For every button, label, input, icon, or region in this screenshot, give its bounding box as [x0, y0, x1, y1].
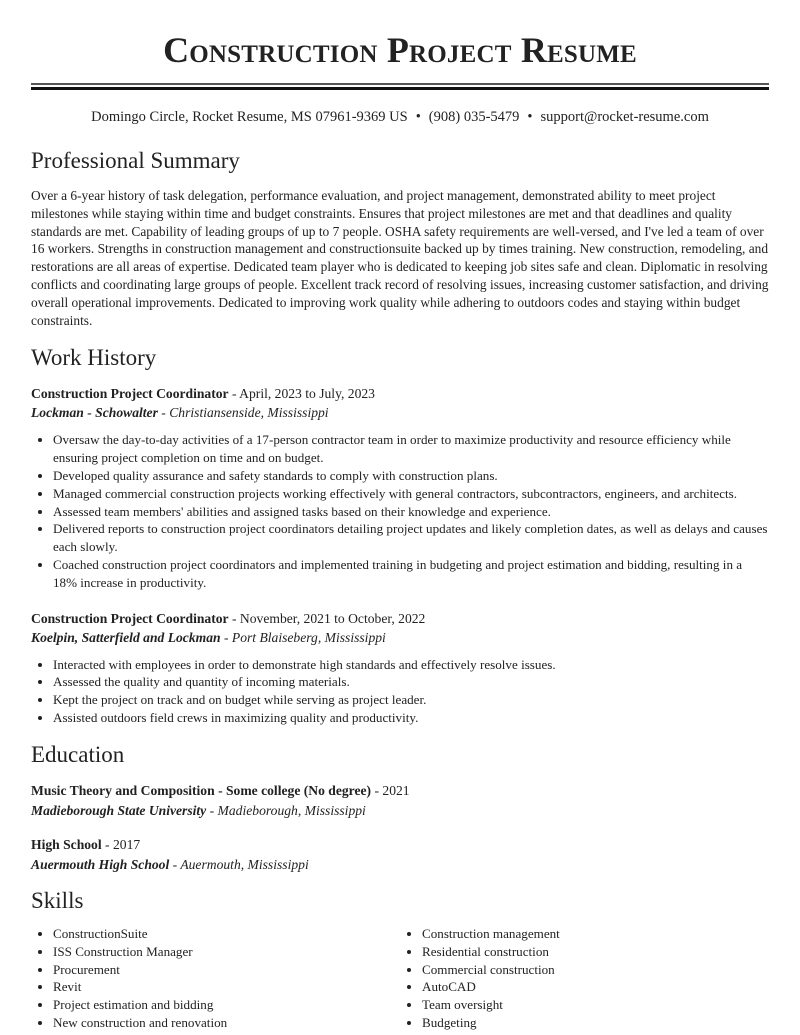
job-title-line: Construction Project Coordinator - April, 2023 to July, 2023 [31, 386, 375, 402]
job-dates: April, 2023 to July, 2023 [239, 386, 375, 402]
skill-item: • Procurement [53, 961, 400, 979]
list-item: • Delivered reports to construction project coordinators detailing project updates and likely completion dates, as well as delays and causes each slowly. [53, 520, 769, 556]
section-heading: Education [31, 741, 125, 767]
skills-grid [31, 925, 769, 1032]
section-heading: Work History [31, 345, 157, 371]
job-title: Construction Project Coordinator [31, 610, 229, 626]
list-item: • Coached construction project coordinators and implemented training in budgeting and project estimation and bidding, resulting in a 18% increase in productivity. [53, 556, 769, 592]
list-item: • Oversaw the day-to-day activities of a 17-person contractor team in order to maximize productivity and resource efficiency while ensuring project completion on time and on budget. [53, 431, 769, 467]
job-company-line: Koelpin, Satterfield and Lockman - Port Blaiseberg, Mississippi [31, 629, 386, 645]
school-location: Madieborough, Mississippi [217, 802, 366, 818]
rule-line-thick [31, 87, 769, 90]
school-line: Madieborough State University - Madieborough, Mississippi [31, 802, 366, 818]
job-bullets [31, 656, 769, 727]
skill-item: • ConstructionSuite [53, 925, 400, 943]
contact-line [31, 107, 769, 127]
list-item: • Managed commercial construction projects working effectively with general contractors, subcontractors, engineers, and architects. [53, 485, 769, 503]
skill-item: • Revit [53, 978, 400, 996]
section-heading: Skills [31, 887, 84, 913]
skill-item: • AutoCAD [422, 978, 769, 996]
list-item: • Assessed team members' abilities and assigned tasks based on their knowledge and experience. [53, 503, 769, 521]
skill-item: • Commercial construction [422, 961, 769, 979]
summary-paragraph: Over a 6-year history of task delegation, performance evaluation, and project management, demonstrated ability to meet project milestones while staying within time and budget constraints. Ensures that project milestones are met and that deadlines and quality standards are met. Capability of leading groups of up to 7 people. OSHA safety requirements are well-versed, and I've led a team of over 16 workers. Strengths in construction management and constructionsuite backed up by times training. New construction, remodeling, and restorations are all areas of expertise. Dedicated team player who is dedicated to keeping job sites safe and clean. Diplomatic in resolving conflicts and coordinating large groups of people. Excellent track record of resolving issues, increasing customer satisfaction, and driving overall operational improvements. Dedicated to improving work quality while adhering to outdoors codes and staying within budget constraints. [31, 188, 769, 328]
professional-summary-section [31, 147, 769, 329]
contact-phone: (908) 035-5479 [428, 109, 520, 125]
skills-section [31, 887, 769, 1032]
job-dates: November, 2021 to October, 2022 [239, 610, 426, 626]
skill-item: • Construction management [422, 925, 769, 943]
degree-line: Music Theory and Composition - Some college (No degree) - 2021 [31, 782, 410, 798]
job-location: Christiansenside, Mississippi [169, 405, 329, 421]
header-double-rule [31, 83, 769, 90]
list-item: • Developed quality assurance and safety standards to comply with construction plans. [53, 467, 769, 485]
list-item: • Assisted outdoors field crews in maximizing quality and productivity. [53, 709, 769, 727]
education-entry [31, 835, 769, 875]
skill-item: • ISS Construction Manager [53, 943, 400, 961]
graduation-year: 2021 [382, 782, 410, 798]
job-title: Construction Project Coordinator [31, 386, 229, 402]
degree: Music Theory and Composition - Some college (No degree) [31, 782, 372, 798]
work-history-section [31, 344, 769, 726]
skill-item: • New construction and renovation [53, 1014, 400, 1032]
school-location: Auermouth, Mississippi [180, 856, 309, 872]
section-heading: Professional Summary [31, 148, 240, 173]
education-entry [31, 781, 769, 821]
job-title-line: Construction Project Coordinator - November, 2021 to October, 2022 [31, 610, 426, 626]
education-section [31, 741, 769, 875]
list-item: • Assessed the quality and quantity of incoming materials. [53, 673, 769, 691]
resume-title: Construction Project Resume [163, 30, 637, 70]
school-name: Madieborough State University [31, 802, 207, 818]
skill-item: • Residential construction [422, 943, 769, 961]
school-name: Auermouth High School [31, 856, 170, 872]
skill-item: • Budgeting [422, 1014, 769, 1032]
degree-line: High School - 2017 [31, 836, 141, 852]
skills-column-left [31, 925, 400, 1032]
graduation-year: 2017 [112, 836, 141, 852]
job-entry [31, 609, 769, 727]
job-entry [31, 384, 769, 591]
job-company: Koelpin, Satterfield and Lockman [31, 629, 221, 645]
skill-item: • Team oversight [422, 996, 769, 1014]
contact-email: support@rocket-resume.com [540, 109, 709, 125]
job-location: Port Blaiseberg, Mississippi [231, 629, 386, 645]
job-bullets [31, 431, 769, 591]
job-company-line: Lockman - Schowalter - Christiansenside, Mississippi [31, 405, 329, 421]
skills-column-right [400, 925, 769, 1032]
contact-separator: • [527, 109, 533, 125]
list-item: • Kept the project on track and on budget while serving as project leader. [53, 691, 769, 709]
school-line: Auermouth High School - Auermouth, Mississippi [31, 856, 309, 872]
skill-item: • Project estimation and bidding [53, 996, 400, 1014]
contact-separator: • [415, 109, 421, 125]
degree: High School [31, 836, 102, 852]
contact-address: Domingo Circle, Rocket Resume, MS 07961-9369 US [91, 109, 408, 125]
job-company: Lockman - Schowalter [31, 405, 158, 421]
list-item: • Interacted with employees in order to demonstrate high standards and effectively resolve issues. [53, 656, 769, 674]
